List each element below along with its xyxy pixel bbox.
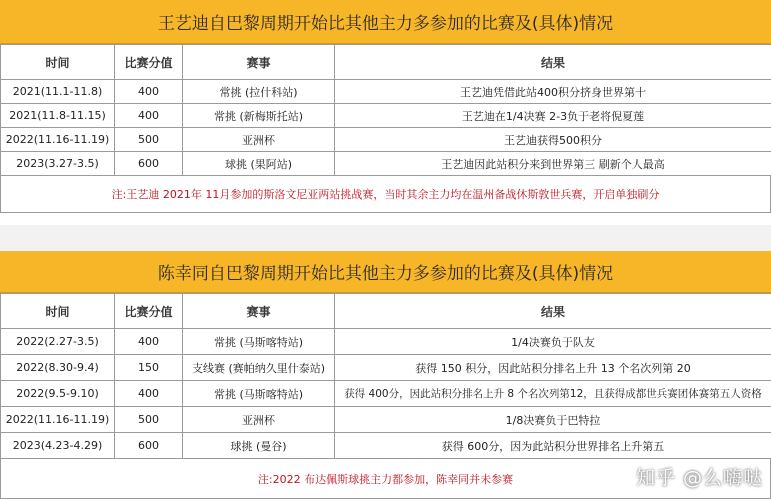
cell-points: 400	[115, 104, 183, 128]
cell-result: 1/8决赛负于巴特拉	[335, 407, 771, 433]
section-gap	[0, 225, 771, 251]
cell-points: 500	[115, 128, 183, 152]
table-row	[1, 80, 771, 104]
cell-time: 2022(11.16-11.19)	[1, 128, 115, 152]
cell-time: 2023(3.27-3.5)	[1, 152, 115, 176]
cell-result: 获得 150 积分，因此站积分排名上升 13 个名次列第 20	[335, 355, 771, 381]
cell-time: 2022(9.5-9.10)	[1, 381, 115, 407]
cell-time: 2021(11.8-11.15)	[1, 104, 115, 128]
header-result: 结果	[335, 45, 771, 80]
table-row	[1, 381, 771, 407]
matches-table	[0, 44, 771, 176]
cell-time: 2022(8.30-9.4)	[1, 355, 115, 381]
header-result: 结果	[335, 294, 771, 329]
section-title: 陈幸同自巴黎周期开始比其他主力多参加的比赛及(具体)情况	[0, 251, 771, 293]
matches-table	[0, 293, 771, 459]
table-row	[1, 355, 771, 381]
header-event: 赛事	[183, 45, 335, 80]
section-note: 注:2022 布达佩斯球挑主力都参加，陈幸同并未参赛	[0, 459, 771, 499]
table-header-row	[1, 294, 771, 329]
cell-points: 150	[115, 355, 183, 381]
header-points: 比赛分值	[115, 294, 183, 329]
table-row	[1, 407, 771, 433]
cell-result: 王艺迪凭借此站400积分挤身世界第十	[335, 80, 771, 104]
table-row	[1, 128, 771, 152]
cell-time: 2021(11.1-11.8)	[1, 80, 115, 104]
cell-event: 常挑 (新梅斯托站)	[183, 104, 335, 128]
cell-event: 常挑 (马斯喀特站)	[183, 329, 335, 355]
cell-event: 球挑 (果阿站)	[183, 152, 335, 176]
table-header-row	[1, 45, 771, 80]
cell-result: 获得 400分，因此站积分排名上升 8 个名次列第12，且获得成都世兵赛团体赛第五人资格	[335, 381, 771, 407]
cell-result: 1/4决赛负于队友	[335, 329, 771, 355]
cell-points: 500	[115, 407, 183, 433]
watermark: 知乎 @么嗨哒	[635, 467, 763, 489]
section-title: 王艺迪自巴黎周期开始比其他主力多参加的比赛及(具体)情况	[0, 0, 771, 44]
cell-event: 亚洲杯	[183, 407, 335, 433]
table-row	[1, 433, 771, 459]
section-chen-xingtong	[0, 251, 771, 499]
cell-time: 2022(11.16-11.19)	[1, 407, 115, 433]
cell-points: 400	[115, 381, 183, 407]
cell-points: 600	[115, 152, 183, 176]
cell-time: 2022(2.27-3.5)	[1, 329, 115, 355]
cell-event: 支线赛 (赛帕纳久里什泰站)	[183, 355, 335, 381]
cell-points: 600	[115, 433, 183, 459]
table-row	[1, 104, 771, 128]
cell-time: 2023(4.23-4.29)	[1, 433, 115, 459]
cell-event: 球挑 (曼谷)	[183, 433, 335, 459]
cell-event: 常挑 (马斯喀特站)	[183, 381, 335, 407]
header-time: 时间	[1, 45, 115, 80]
cell-result: 王艺迪在1/4决赛 2-3负于老将倪夏莲	[335, 104, 771, 128]
cell-result: 获得 600分，因为此站积分世界排名上升第五	[335, 433, 771, 459]
cell-result: 王艺迪因此站积分来到世界第三 刷新个人最高	[335, 152, 771, 176]
section-wang-yidi	[0, 0, 771, 213]
cell-event: 常挑 (拉什科站)	[183, 80, 335, 104]
cell-points: 400	[115, 80, 183, 104]
table-row	[1, 329, 771, 355]
table-row	[1, 152, 771, 176]
header-time: 时间	[1, 294, 115, 329]
cell-result: 王艺迪获得500积分	[335, 128, 771, 152]
section-note: 注:王艺迪 2021年 11月参加的斯洛文尼亚两站挑战赛，当时其余主力均在温州备战休斯敦世兵赛，开启单独刷分	[0, 176, 771, 213]
cell-points: 400	[115, 329, 183, 355]
header-points: 比赛分值	[115, 45, 183, 80]
header-event: 赛事	[183, 294, 335, 329]
cell-event: 亚洲杯	[183, 128, 335, 152]
